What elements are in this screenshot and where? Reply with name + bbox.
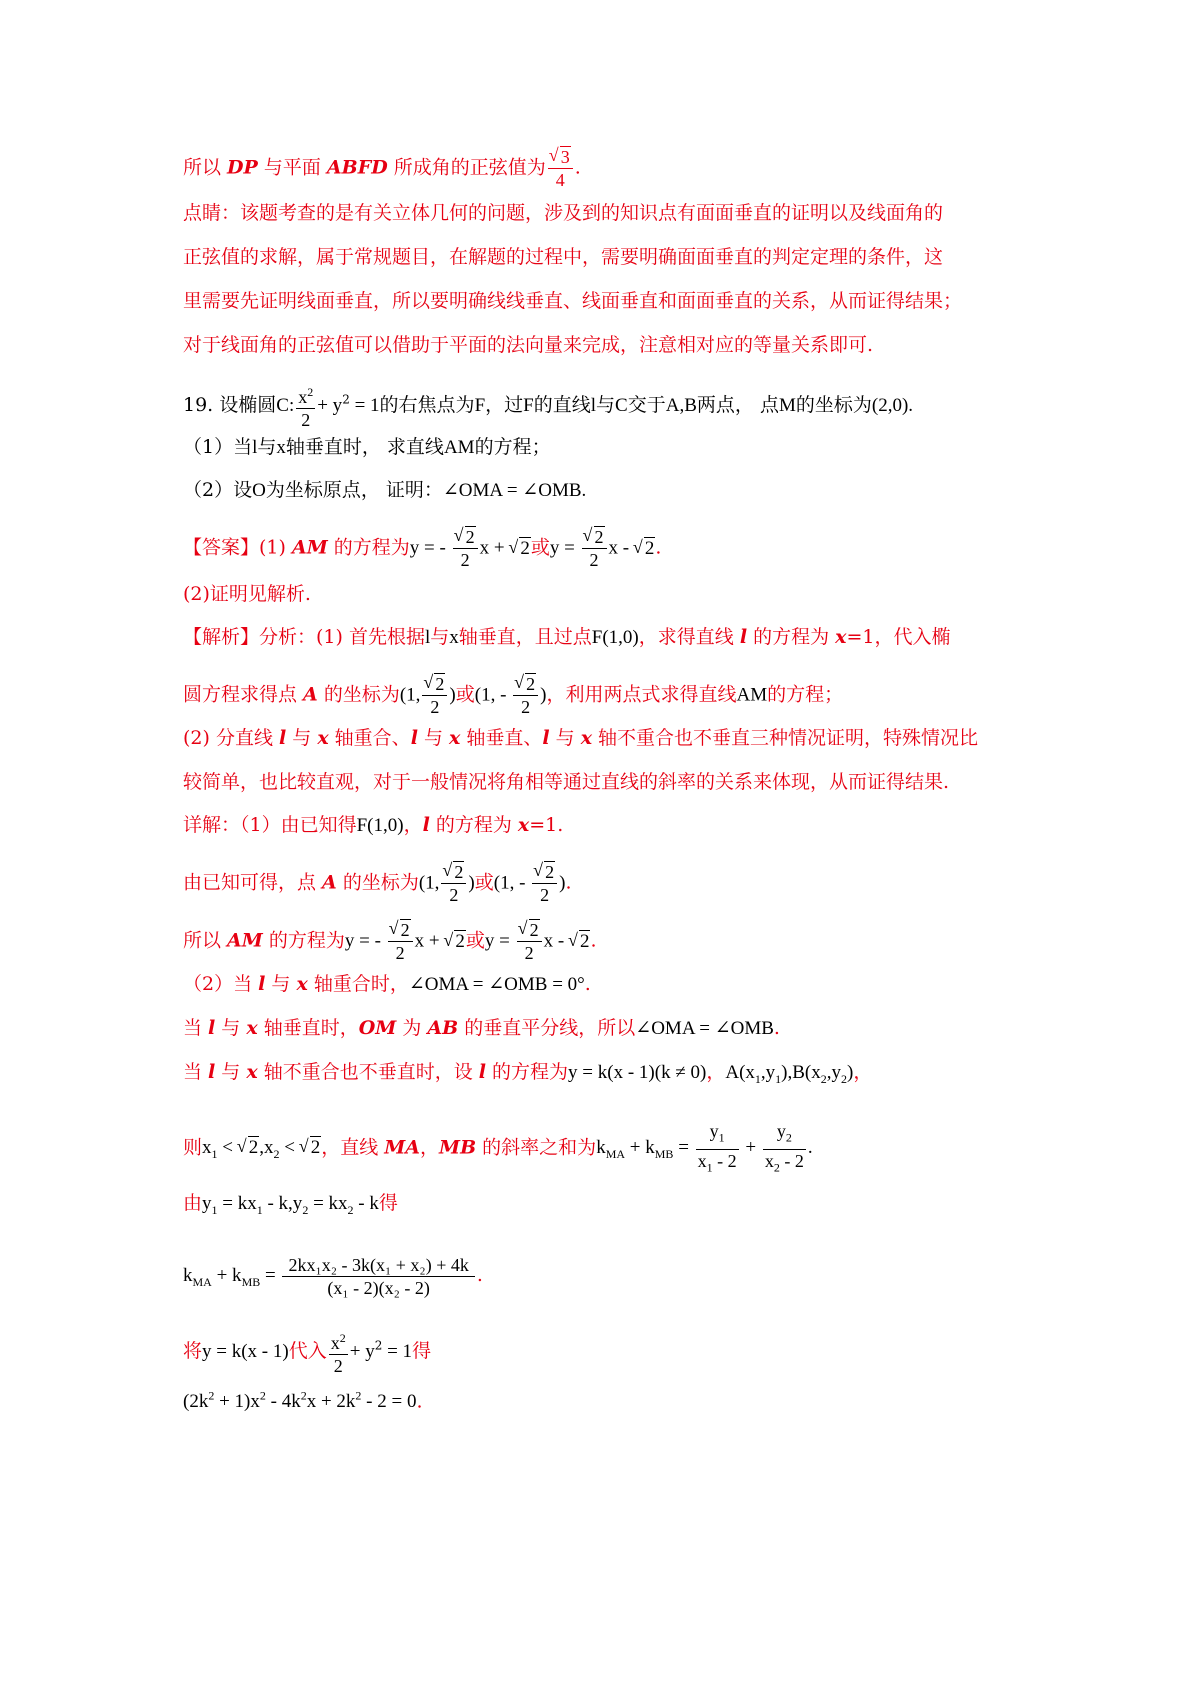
math: = [260, 1264, 281, 1286]
math: ) [449, 684, 456, 706]
math: ,y [760, 1062, 776, 1083]
subscript: 2 [820, 1071, 827, 1086]
text: 的方程为 [429, 814, 518, 836]
math: x [764, 1150, 774, 1171]
text: ABFD [326, 156, 388, 179]
math: ∠OMA = ∠OMB [635, 1018, 774, 1039]
fraction-x2-over-2 [296, 381, 315, 431]
denominator: 2 [540, 885, 550, 905]
text: 所以 [183, 929, 228, 952]
math: AM [736, 684, 768, 706]
math: F [523, 395, 534, 416]
numerator: 2kx₁x₂ - 3k(x₁ + x₂) + 4k [282, 1254, 474, 1277]
math: (2,0). [871, 395, 914, 416]
text: 或 [465, 929, 485, 952]
math: - 2 [712, 1150, 737, 1171]
radicand: 2 [455, 930, 465, 952]
text: l [478, 1061, 486, 1083]
math: y = [549, 537, 580, 559]
text: 与 [596, 394, 616, 416]
text: （2）设 [183, 479, 253, 501]
text: 圆方程求得点 [183, 683, 304, 706]
text: ，直线 [321, 1136, 385, 1159]
question-19-part-2 [183, 476, 1033, 505]
denominator: 2 [395, 943, 405, 963]
math: < [279, 1137, 300, 1159]
text: （1）当 [183, 436, 253, 458]
math: y [709, 1121, 719, 1141]
text: 的垂直平分线，所以 [458, 1017, 636, 1039]
subscript: 2 [302, 1202, 309, 1217]
text: MB [439, 1136, 477, 1159]
text: 或 [530, 536, 550, 559]
question-19-part-1 [183, 433, 1033, 462]
text: 与 [215, 1017, 247, 1039]
math: = [673, 1137, 694, 1159]
math: + y [349, 1341, 375, 1362]
math: ∠OMA = ∠OMB = 0° [408, 974, 585, 995]
text: A [322, 871, 337, 894]
text: 轴重合、 [328, 727, 411, 749]
math: ,x [259, 1137, 274, 1159]
fraction-sqrt2-over-2 [422, 673, 447, 718]
math: y = - [409, 537, 451, 559]
math: (2k [183, 1391, 209, 1413]
math: ) [468, 872, 475, 894]
math: x [449, 627, 459, 648]
analysis-line-3 [183, 724, 1033, 752]
fraction-y2 [763, 1120, 806, 1178]
denominator: 2 [449, 885, 459, 905]
text: ， [420, 1136, 440, 1159]
comment-line-2: 正弦值的求解，属于常规题目，在解题的过程中，需要明确面面垂直的判定定理的条件，这 [183, 246, 944, 268]
text: 所以 [183, 156, 228, 179]
subscript: 1 [718, 1130, 725, 1145]
subscript: 1 [211, 1147, 218, 1162]
text: 两点， 点 [696, 394, 779, 416]
text: (2) 分直线 [183, 727, 279, 749]
math: x + [479, 537, 510, 559]
text: . [565, 871, 572, 894]
text: x [246, 1061, 258, 1083]
text: ， [853, 1061, 873, 1083]
math: + [740, 1137, 761, 1159]
text: 代入 [288, 1340, 327, 1362]
detail-line-4 [183, 970, 1033, 999]
text: AM [227, 929, 263, 952]
text: x [246, 1017, 258, 1039]
math: C [615, 395, 628, 416]
math: k [183, 1264, 193, 1286]
radicand: 2 [248, 1137, 259, 1159]
math: x - [543, 930, 569, 952]
slope-sum-expression [183, 1255, 477, 1298]
subscript: MB [654, 1147, 674, 1162]
text: x [835, 626, 847, 648]
text: 轴重合时， [307, 973, 409, 995]
text: 的右焦点为 [379, 394, 475, 416]
text: . [655, 536, 662, 559]
exponent: 2 [300, 1389, 307, 1403]
text: ， [706, 1061, 726, 1083]
radicand: 2 [310, 1137, 321, 1159]
text: 的方程； [474, 436, 551, 458]
radicand: 2 [594, 527, 604, 547]
text: 当 [183, 1017, 209, 1039]
fraction-y1 [696, 1120, 739, 1178]
math: - 2 [779, 1150, 804, 1171]
math: + 1)x [214, 1391, 260, 1413]
analysis-line-1 [183, 623, 1033, 652]
text: ， [403, 814, 423, 836]
text: 与平面 [257, 156, 327, 179]
detail-line-10 [183, 1327, 1033, 1377]
text: ，利用两点式求得直线 [546, 683, 737, 706]
text: 将 [183, 1340, 203, 1362]
detail-line-3 [183, 919, 1033, 964]
text: l [542, 727, 550, 749]
math: - k,y [262, 1193, 303, 1214]
text: 轴垂直时， 求直线 [285, 436, 444, 458]
math: ,y [826, 1062, 841, 1083]
text: 的坐标为 [336, 871, 419, 894]
subscript: 1 [754, 1071, 761, 1086]
text: 为坐标原点， 证明： [265, 479, 443, 501]
math: = 1 [349, 395, 380, 416]
inequality [202, 1137, 321, 1162]
subscript: 1 [706, 1160, 713, 1175]
detail-line-1 [183, 811, 1033, 840]
math: (1, [418, 872, 440, 894]
text: l [208, 1017, 216, 1039]
fraction-sqrt2-over-2 [513, 673, 538, 718]
math: ) [846, 1062, 854, 1083]
text: 的直线 [533, 394, 591, 416]
exponent: 2 [339, 1331, 346, 1345]
math: y = k(x - 1)(k ≠ 0) [568, 1062, 707, 1083]
text: （2）当 [183, 973, 259, 995]
numerator: x [298, 387, 308, 407]
answer-part-2: (2)证明见解析. [183, 583, 311, 605]
text: MA [384, 1136, 421, 1159]
math: x [202, 1137, 212, 1159]
math: F(1,0) [356, 815, 404, 836]
substitution [202, 1193, 379, 1217]
text: l [279, 727, 287, 749]
text: 的方程为 [262, 929, 345, 952]
math: x [276, 437, 286, 458]
text: l [258, 973, 266, 995]
text: OM [358, 1017, 397, 1039]
math: (1, [399, 684, 421, 706]
subscript: MA [605, 1147, 626, 1162]
subscript: MB [241, 1274, 261, 1289]
text: x [296, 973, 308, 995]
math: O [252, 480, 266, 501]
math: y [202, 1193, 212, 1214]
denominator: 2 [460, 550, 470, 570]
denominator: 2 [521, 697, 531, 717]
subscript: 1 [775, 1071, 782, 1086]
radicand: 3 [560, 147, 570, 167]
math: y [776, 1121, 786, 1141]
text: 与 [286, 727, 318, 749]
text: . [590, 929, 597, 952]
text: 的坐标为 [795, 394, 872, 416]
math: y = - [344, 930, 386, 952]
comment-line-3: 里需要先证明线面垂直，所以要明确线线垂直、线面垂直和面面垂直的关系，从而证得结果； [183, 290, 963, 312]
text: 轴不重合也不垂直三种情况证明，特殊情况比 [592, 727, 979, 749]
text: ，过 [485, 394, 524, 416]
text: 得 [378, 1192, 398, 1214]
text: 与 [430, 626, 450, 648]
text: 的坐标为 [317, 683, 400, 706]
denominator: 2 [430, 697, 440, 717]
radicand: 2 [520, 537, 530, 559]
denominator: 2 [301, 410, 311, 430]
slope-sum [596, 1121, 813, 1175]
quadratic-equation [183, 1391, 416, 1412]
math: x + [414, 930, 445, 952]
denominator: 2 [589, 550, 599, 570]
text: 与 [417, 727, 449, 749]
analysis-line-2 [183, 673, 1033, 718]
math: AM [443, 437, 475, 458]
text: x [517, 814, 530, 836]
math: F(1,0) [591, 627, 639, 648]
subscript: 1 [256, 1202, 263, 1217]
radicand: 2 [400, 920, 410, 940]
exponent: 2 [374, 1338, 383, 1353]
subscript: 1 [211, 1202, 218, 1217]
text: 轴垂直、 [460, 727, 543, 749]
text: 所成角的正弦值为 [387, 156, 546, 179]
fraction-sqrt2-over-2 [388, 919, 413, 964]
math: k [596, 1137, 606, 1159]
radicand: 2 [529, 920, 539, 940]
fraction-sqrt2-over-2 [517, 919, 542, 964]
text: l [410, 727, 418, 749]
math: ∠OMA = ∠OMB. [442, 480, 587, 501]
text: A [303, 683, 318, 706]
text: . [574, 156, 581, 179]
exponent: 2 [307, 385, 314, 399]
math: l [590, 395, 597, 416]
text: 当 [183, 1061, 209, 1083]
math: x [697, 1150, 707, 1171]
big-fraction [282, 1254, 474, 1299]
math: x - [608, 537, 634, 559]
math: = kx [217, 1193, 257, 1214]
radicand: 2 [545, 862, 555, 882]
text: 得 [412, 1340, 432, 1362]
math: = kx [308, 1193, 348, 1214]
denominator: 4 [555, 170, 565, 190]
detail-line-9 [183, 1254, 1033, 1299]
math: + k [625, 1137, 655, 1159]
math: - 2 = 0 [361, 1391, 417, 1413]
text: 的方程为 [747, 626, 836, 648]
subscript: MA [192, 1274, 212, 1289]
radicand: 2 [526, 674, 536, 694]
numerator: x [330, 1333, 340, 1353]
subscript: 2 [785, 1130, 792, 1145]
detail-line-5 [183, 1014, 1033, 1043]
subscript: 2 [773, 1160, 780, 1175]
denominator: 2 [333, 1356, 343, 1376]
math: (1, - [474, 684, 512, 706]
radicand: 2 [435, 674, 445, 694]
math: . [807, 1137, 813, 1159]
text: 的方程为 [486, 1061, 569, 1083]
math: (1, - [493, 872, 531, 894]
math: - 4k [265, 1391, 301, 1413]
denominator: 2 [524, 943, 534, 963]
math: ),B(x [781, 1062, 821, 1083]
text: =1，代入椭 [846, 626, 951, 648]
analysis-line-4: 较简单，也比较直观，对于一般情况将角相等通过直线的斜率的关系来体现，从而证得结果. [183, 771, 950, 793]
text: 19. 设椭圆 [183, 394, 277, 416]
question-19 [183, 381, 1033, 431]
subscript: 2 [840, 1071, 847, 1086]
detail-line-6 [183, 1058, 1033, 1093]
text: 轴垂直，且过点 [458, 626, 592, 648]
text: 为 [396, 1017, 428, 1039]
detail-line-2 [183, 861, 1033, 906]
text: 或 [455, 683, 475, 706]
text: 的斜率之和为 [476, 1136, 597, 1159]
radicand: 2 [465, 527, 475, 547]
text: l [739, 626, 748, 648]
comment-line-4: 对于线面角的正弦值可以借助于平面的法向量来完成，注意相对应的等量关系即可. [183, 334, 874, 356]
detail-line-8 [183, 1189, 1033, 1224]
text: x [580, 727, 593, 749]
text: . [476, 1263, 483, 1286]
fraction-sqrt2-over-2 [441, 861, 466, 906]
text: x [449, 727, 461, 749]
subscript: 2 [273, 1147, 280, 1162]
math: A(x [725, 1062, 755, 1083]
math: + y [317, 395, 343, 416]
text: 【解析】分析：(1) 首先根据 [183, 626, 425, 648]
text: 与 [265, 973, 297, 995]
comment-line-1: 点睛：该题考查的是有关立体几何的问题，涉及到的知识点有面面垂直的证明以及线面角的 [183, 202, 944, 224]
math: M [778, 395, 796, 416]
text: AB [427, 1017, 459, 1039]
math: x + 2k [306, 1391, 356, 1413]
radicand: 2 [644, 537, 655, 559]
text: 或 [474, 871, 494, 894]
math: ) [540, 684, 547, 706]
fraction-sqrt2-over-2 [453, 526, 478, 571]
text: . [773, 1017, 780, 1039]
fraction-sqrt2-over-2 [532, 861, 557, 906]
exponent: 2 [355, 1389, 362, 1403]
text: 与 [215, 1061, 247, 1083]
conclusion-line [183, 146, 1033, 191]
text: AM [291, 536, 328, 559]
text: 轴垂直时， [257, 1017, 359, 1039]
text: 由已知可得，点 [183, 871, 323, 894]
text: 交于 [627, 394, 666, 416]
detail-line-7 [183, 1120, 1033, 1178]
math: y = k(x - 1) [202, 1341, 289, 1362]
exponent: 2 [259, 1389, 266, 1403]
text: 则 [183, 1136, 203, 1159]
math: l [424, 627, 431, 648]
math: + k [211, 1264, 242, 1286]
text: DP [227, 156, 258, 179]
points-A-B [725, 1062, 854, 1086]
text: 【答案】(1) [183, 536, 292, 559]
math: - k [353, 1193, 379, 1214]
math: ) [559, 872, 566, 894]
exponent: 2 [208, 1389, 215, 1403]
detail-line-11 [183, 1382, 1033, 1416]
text: 的方程为 [327, 536, 410, 559]
math: l [252, 437, 258, 458]
radicand: 2 [579, 930, 590, 952]
text: 与 [549, 727, 581, 749]
text: 的方程； [767, 683, 844, 706]
text: l [422, 814, 430, 836]
text: 与 [257, 436, 277, 458]
text: . [416, 1390, 423, 1413]
math: A,B [665, 395, 697, 416]
answer-part-1 [183, 526, 1033, 571]
math: < [217, 1137, 238, 1159]
text: ，求得直线 [638, 626, 740, 648]
text: x [317, 727, 329, 749]
radicand: 2 [454, 862, 464, 882]
text: =1. [529, 814, 564, 836]
exponent: 2 [342, 392, 350, 407]
subscript: 2 [347, 1202, 354, 1217]
math: F [474, 395, 486, 416]
fraction-sqrt3-over-4 [548, 146, 573, 191]
text: 由 [183, 1192, 203, 1214]
fraction-sqrt2-over-2 [582, 526, 607, 571]
denominator: (x₁ - 2)(x₂ - 2) [327, 1278, 430, 1298]
text: l [208, 1061, 216, 1083]
text: 详解：（1）由已知得 [183, 814, 357, 836]
math: C: [276, 395, 295, 416]
text: . [584, 973, 591, 995]
math: = 1 [382, 1341, 413, 1362]
fraction-x2-over-2 [329, 1327, 348, 1377]
math: y = [484, 930, 515, 952]
text: 轴不重合也不垂直时，设 [257, 1061, 479, 1083]
